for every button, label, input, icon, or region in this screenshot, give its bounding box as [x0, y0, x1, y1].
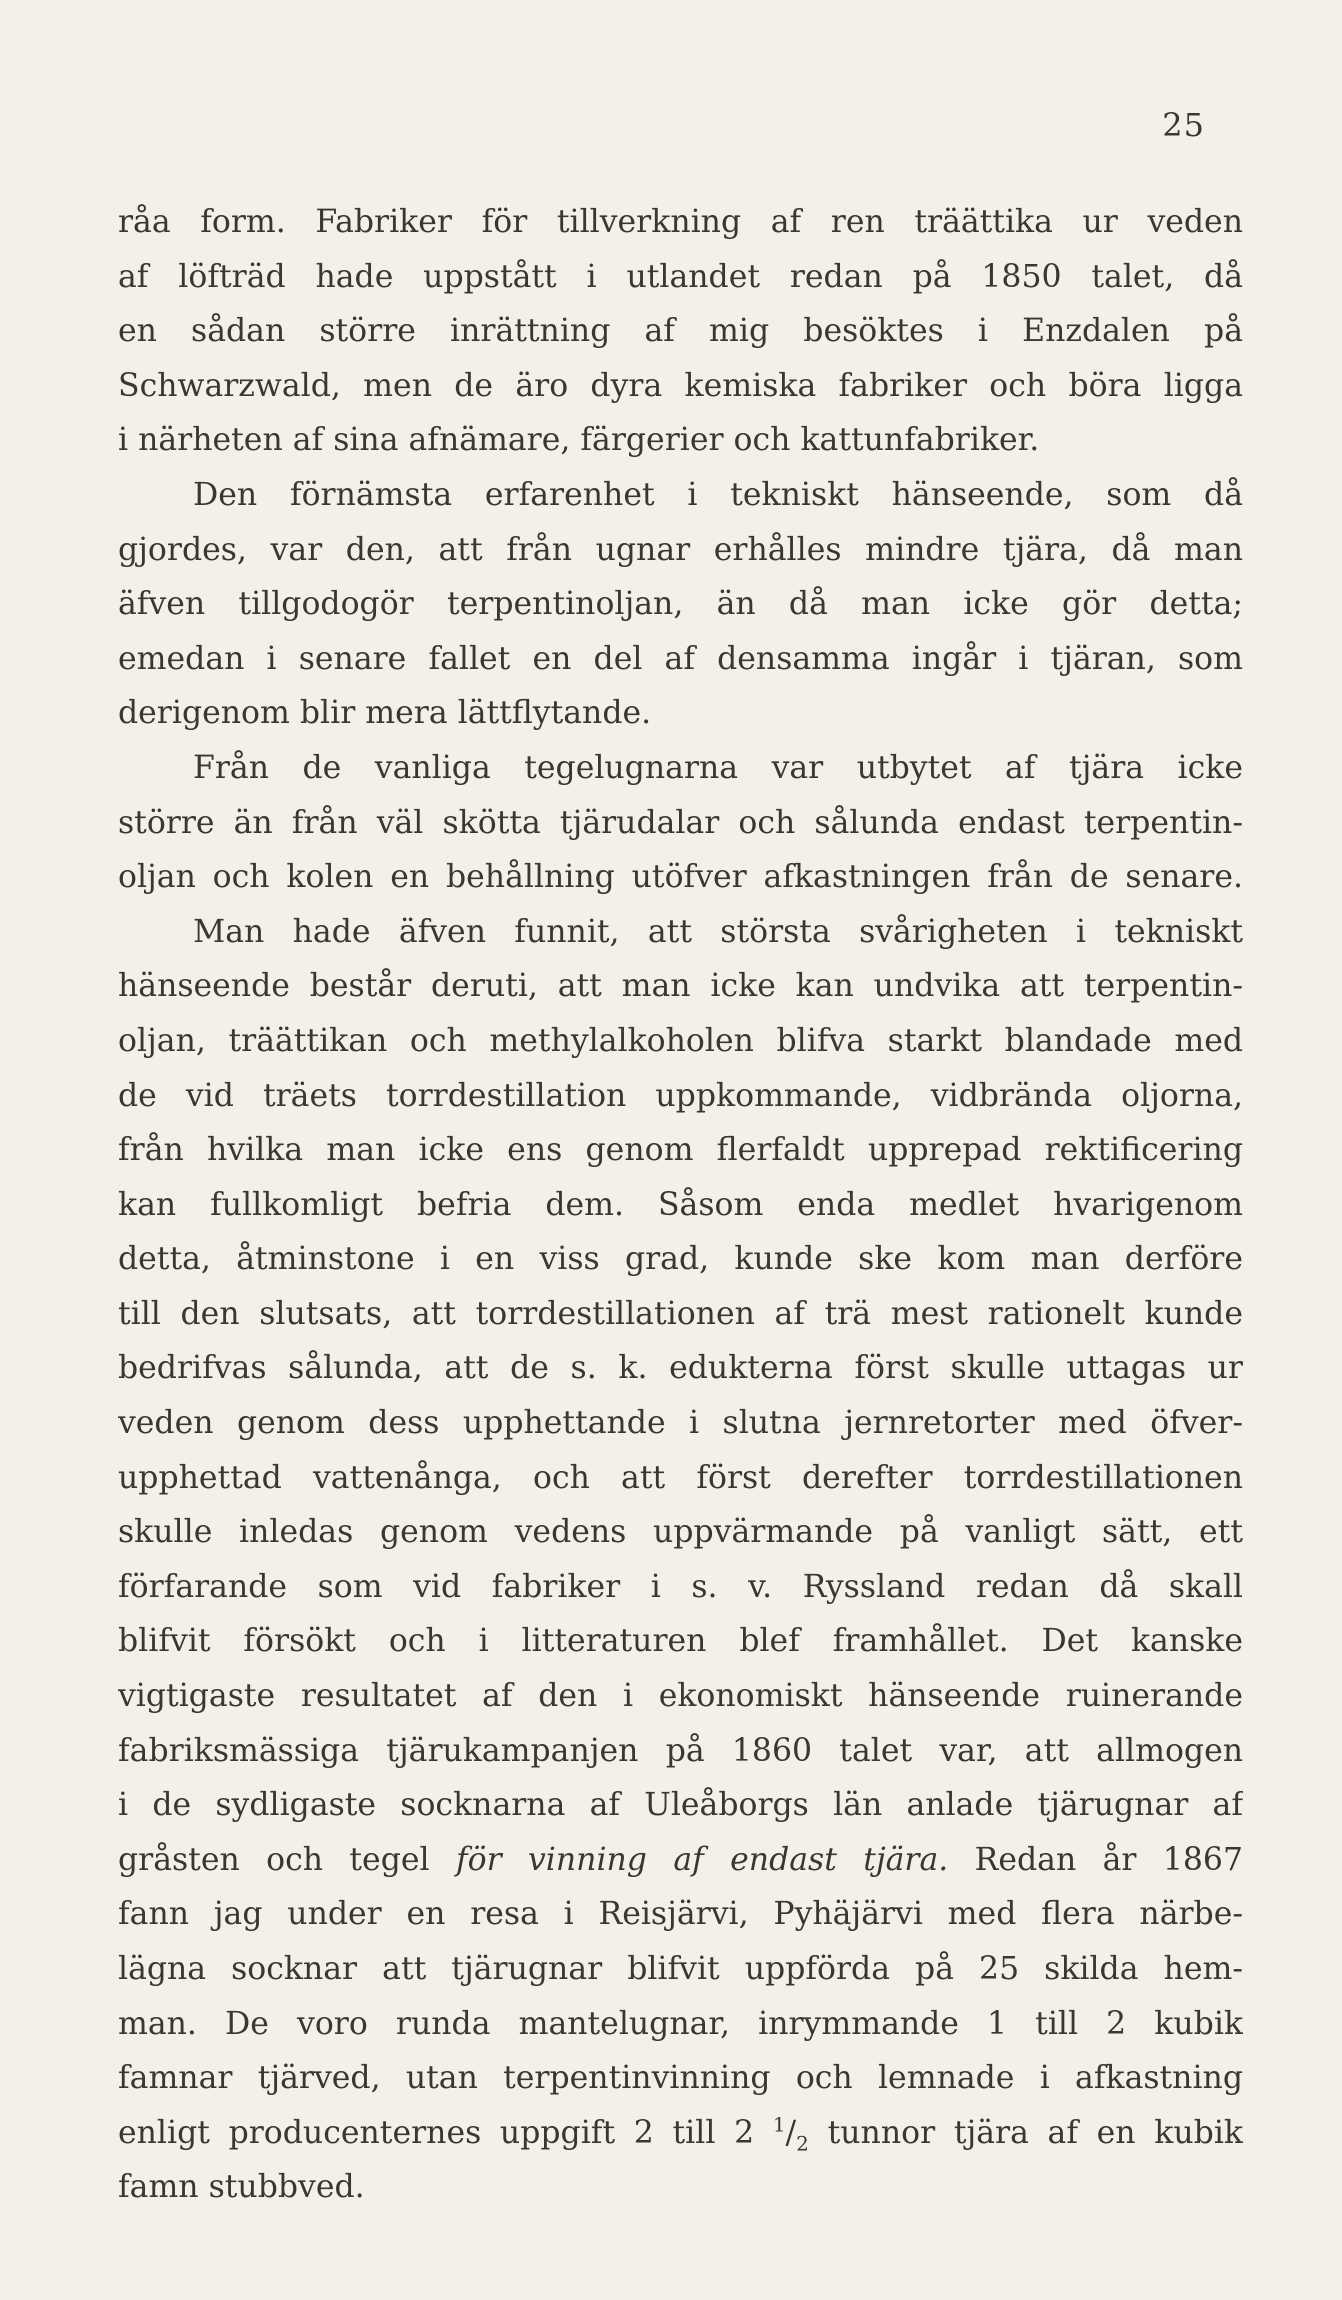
- text-segment: enligt producenternes uppgift 2 till 2: [118, 2114, 773, 2151]
- text-line: Från de vanliga tegelugnarna var utbytet af tjära icke: [193, 749, 1243, 786]
- text-line: vigtigaste resultatet af den i ekonomiskt hänseende ruinerande: [118, 1678, 1243, 1715]
- text-line: detta, åtminstone i en viss grad, kunde ske kom man derföre: [118, 1241, 1243, 1278]
- text-line: fabriksmässiga tjärukampanjen på 1860 talet var, att allmogen: [118, 1732, 1243, 1769]
- text-line: de vid träets torrdestillation uppkommande, vidbrända oljorna,: [118, 1077, 1243, 1114]
- text-line: råa form. Fabriker för tillverkning af ren träättika ur veden: [118, 204, 1243, 240]
- text-line: man. De voro runda mantelugnar, inrymmande 1 till 2 kubik: [118, 2005, 1243, 2042]
- text-line: äfven tillgodogör terpentinoljan, än då man icke gör detta;: [118, 586, 1243, 623]
- text-line: oljan, träättikan och methylalkoholen blifva starkt blandade med: [118, 1022, 1243, 1059]
- text-line: af löfträd hade uppstått i utlandet redan på 1850 talet, då: [118, 258, 1243, 295]
- fraction-numerator: 1: [772, 2112, 786, 2137]
- fraction-slash: /: [785, 2114, 797, 2151]
- text-line: större än från väl skötta tjärudalar och sålunda endast terpentin-: [118, 804, 1243, 841]
- text-line: derigenom blir mera lättflytande.: [118, 695, 652, 732]
- text-segment: Redan år 1867: [948, 1841, 1243, 1878]
- text-line: kan fullkomligt befria dem. Såsom enda medlet hvarigenom: [118, 1186, 1243, 1223]
- text-line: från hvilka man icke ens genom flerfaldt upprepad rektificering: [118, 1132, 1243, 1169]
- text-line: blifvit försökt och i litteraturen blef framhållet. Det kanske: [118, 1623, 1243, 1660]
- fraction-denominator: 2: [796, 2131, 809, 2156]
- page-number: 25: [1162, 106, 1205, 144]
- text-line: gjordes, var den, att från ugnar erhålles mindre tjära, då man: [118, 531, 1243, 568]
- text-line: emedan i senare fallet en del af densamma ingår i tjäran, som: [118, 640, 1243, 677]
- text-line: oljan och kolen en behållning utöfver afkastningen från de senare.: [118, 859, 1243, 896]
- text-line: i de sydligaste socknarna af Uleåborgs län anlade tjärugnar af: [118, 1787, 1243, 1824]
- text-line-with-italic: [118, 1833, 1243, 1888]
- text-line: till den slutsats, att torrdestillationen af trä mest rationelt kunde: [118, 1295, 1243, 1332]
- text-line-with-fraction: [118, 2106, 1243, 2161]
- text-line: upphettad vattenånga, och att först derefter torrdestillationen: [118, 1459, 1243, 1496]
- text-line: famn stubbved.: [118, 2169, 365, 2206]
- text-segment: gråsten och tegel: [118, 1841, 456, 1878]
- text-line: Den förnämsta erfarenhet i tekniskt hänseende, som då: [193, 476, 1243, 513]
- text-line: bedrifvas sålunda, att de s. k. edukterna först skulle uttagas ur: [118, 1350, 1243, 1387]
- text-line: famnar tjärved, utan terpentinvinning och lemnade i afkastning: [118, 2060, 1243, 2097]
- text-line: veden genom dess upphettande i slutna jernretorter med öfver-: [118, 1405, 1243, 1442]
- text-line: Schwarzwald, men de äro dyra kemiska fabriker och böra ligga: [118, 367, 1243, 404]
- text-line: skulle inledas genom vedens uppvärmande på vanligt sätt, ett: [118, 1514, 1243, 1551]
- text-segment: tunnor tjära af en kubik: [808, 2114, 1243, 2151]
- text-line: fann jag under en resa i Reisjärvi, Pyhäjärvi med flera närbe-: [118, 1896, 1243, 1933]
- text-line: förfarande som vid fabriker i s. v. Ryssland redan då skall: [118, 1568, 1243, 1605]
- text-line: i närheten af sina afnämare, färgerier och kattunfabriker.: [118, 422, 1040, 459]
- text-line: Man hade äfven funnit, att största svårigheten i tekniskt: [193, 913, 1243, 950]
- text-line: lägna socknar att tjärugnar blifvit uppförda på 25 skilda hem-: [118, 1951, 1243, 1987]
- italic-phrase: för vinning af endast tjära.: [455, 1841, 949, 1878]
- body-text: [118, 195, 1243, 2215]
- text-line: en sådan större inrättning af mig besöktes i Enzdalen på: [118, 313, 1243, 350]
- text-line: hänseende består deruti, att man icke kan undvika att terpentin-: [118, 968, 1243, 1005]
